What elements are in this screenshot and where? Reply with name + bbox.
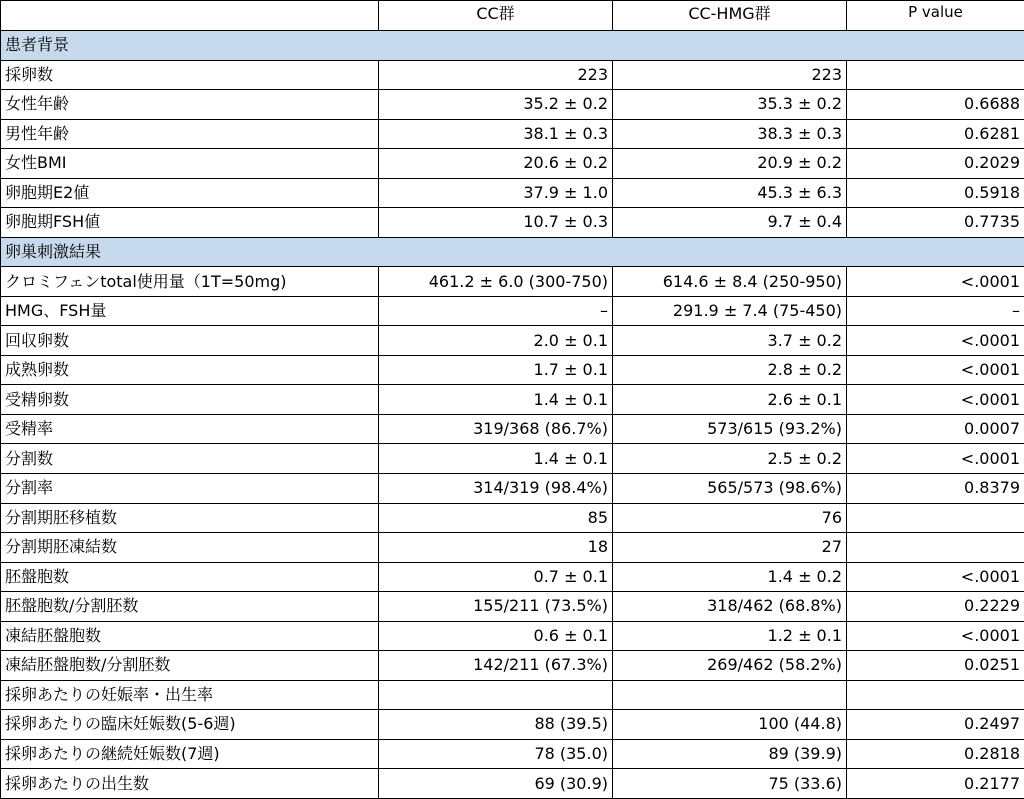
cc-value-cell: 223 (379, 60, 613, 90)
cc-hmg-value-cell: 1.2 ± 0.1 (613, 621, 847, 651)
p-value-cell: 0.5918 (847, 178, 1024, 208)
table-row (1, 710, 1024, 740)
table-row (1, 119, 1024, 149)
section-title: 患者背景 (1, 31, 1024, 61)
cc-hmg-value-cell: 565/573 (98.6%) (613, 473, 847, 503)
cc-hmg-value-cell: 2.6 ± 0.1 (613, 385, 847, 415)
cc-hmg-value-cell: 38.3 ± 0.3 (613, 119, 847, 149)
row-label-cell: 採卵数 (1, 60, 379, 90)
table-row (1, 267, 1024, 297)
p-value-cell: 0.6281 (847, 119, 1024, 149)
cc-hmg-value-cell: 89 (39.9) (613, 739, 847, 769)
cc-hmg-value-cell: 27 (613, 533, 847, 563)
cc-value-cell: 37.9 ± 1.0 (379, 178, 613, 208)
row-label-cell: HMG、FSH量 (1, 296, 379, 326)
cc-value-cell: 20.6 ± 0.2 (379, 149, 613, 179)
cc-value-cell: 10.7 ± 0.3 (379, 208, 613, 238)
p-value-cell: <.0001 (847, 267, 1024, 297)
table-row (1, 680, 1024, 710)
cc-hmg-value-cell: 100 (44.8) (613, 710, 847, 740)
row-label-cell: 分割率 (1, 473, 379, 503)
cc-value-cell: 461.2 ± 6.0 (300-750) (379, 267, 613, 297)
cc-value-cell: 314/319 (98.4%) (379, 473, 613, 503)
cc-value-cell: 2.0 ± 0.1 (379, 326, 613, 356)
section-header-row (1, 237, 1024, 267)
table-row (1, 60, 1024, 90)
cc-hmg-value-cell: 614.6 ± 8.4 (250-950) (613, 267, 847, 297)
cc-hmg-value-cell: 1.4 ± 0.2 (613, 562, 847, 592)
header-label-cell (1, 1, 379, 31)
cc-hmg-value-cell: 76 (613, 503, 847, 533)
p-value-cell: 0.8379 (847, 473, 1024, 503)
p-value-cell (847, 503, 1024, 533)
cc-value-cell: 69 (30.9) (379, 769, 613, 799)
cc-hmg-value-cell: 2.8 ± 0.2 (613, 355, 847, 385)
header-row (1, 1, 1024, 31)
cc-value-cell: 142/211 (67.3%) (379, 651, 613, 681)
cc-value-cell: 155/211 (73.5%) (379, 592, 613, 622)
cc-value-cell: 319/368 (86.7%) (379, 414, 613, 444)
p-value-cell: 0.2177 (847, 769, 1024, 799)
row-label-cell: 分割期胚移植数 (1, 503, 379, 533)
row-label-cell: 卵胞期E2値 (1, 178, 379, 208)
cc-hmg-value-cell (613, 680, 847, 710)
p-value-cell: 0.2229 (847, 592, 1024, 622)
p-value-cell (847, 680, 1024, 710)
p-value-cell: <.0001 (847, 355, 1024, 385)
row-label-cell: 受精率 (1, 414, 379, 444)
header-p-value: P value (847, 1, 1024, 31)
cc-hmg-value-cell: 3.7 ± 0.2 (613, 326, 847, 356)
cc-value-cell: 1.7 ± 0.1 (379, 355, 613, 385)
cc-hmg-value-cell: 20.9 ± 0.2 (613, 149, 847, 179)
cc-value-cell: 1.4 ± 0.1 (379, 444, 613, 474)
cc-hmg-value-cell: 35.3 ± 0.2 (613, 90, 847, 120)
section-header-row (1, 31, 1024, 61)
table-row (1, 149, 1024, 179)
header-cc-hmg: CC-HMG群 (613, 1, 847, 31)
cc-hmg-value-cell: 291.9 ± 7.4 (75-450) (613, 296, 847, 326)
row-label-cell: 胚盤胞数 (1, 562, 379, 592)
p-value-cell: 0.0251 (847, 651, 1024, 681)
cc-value-cell: 1.4 ± 0.1 (379, 385, 613, 415)
row-label-cell: 採卵あたりの妊娠率・出生率 (1, 680, 379, 710)
row-label-cell: 分割数 (1, 444, 379, 474)
row-label-cell: 卵胞期FSH値 (1, 208, 379, 238)
row-label-cell: 女性BMI (1, 149, 379, 179)
cc-value-cell: – (379, 296, 613, 326)
table-body (1, 31, 1024, 799)
cc-hmg-value-cell: 318/462 (68.8%) (613, 592, 847, 622)
table-row (1, 296, 1024, 326)
p-value-cell (847, 60, 1024, 90)
header-cc: CC群 (379, 1, 613, 31)
row-label-cell: 凍結胚盤胞数 (1, 621, 379, 651)
table-row (1, 178, 1024, 208)
row-label-cell: 回収卵数 (1, 326, 379, 356)
cc-hmg-value-cell: 9.7 ± 0.4 (613, 208, 847, 238)
p-value-cell: <.0001 (847, 621, 1024, 651)
cc-value-cell: 0.6 ± 0.1 (379, 621, 613, 651)
row-label-cell: 採卵あたりの出生数 (1, 769, 379, 799)
table-row (1, 208, 1024, 238)
cc-hmg-value-cell: 573/615 (93.2%) (613, 414, 847, 444)
row-label-cell: 女性年齢 (1, 90, 379, 120)
p-value-cell: 0.0007 (847, 414, 1024, 444)
table-row (1, 533, 1024, 563)
cc-hmg-value-cell: 223 (613, 60, 847, 90)
row-label-cell: 男性年齢 (1, 119, 379, 149)
p-value-cell: – (847, 296, 1024, 326)
p-value-cell: 0.7735 (847, 208, 1024, 238)
cc-value-cell: 0.7 ± 0.1 (379, 562, 613, 592)
p-value-cell: 0.2497 (847, 710, 1024, 740)
table-row (1, 562, 1024, 592)
p-value-cell: <.0001 (847, 444, 1024, 474)
p-value-cell: <.0001 (847, 385, 1024, 415)
row-label-cell: クロミフェンtotal使用量（1T=50mg) (1, 267, 379, 297)
row-label-cell: 分割期胚凍結数 (1, 533, 379, 563)
table-row (1, 503, 1024, 533)
row-label-cell: 胚盤胞数/分割胚数 (1, 592, 379, 622)
row-label-cell: 成熟卵数 (1, 355, 379, 385)
table-row (1, 592, 1024, 622)
table-row (1, 621, 1024, 651)
table-row (1, 385, 1024, 415)
table-row (1, 326, 1024, 356)
section-title: 卵巣刺激結果 (1, 237, 1024, 267)
cc-hmg-value-cell: 45.3 ± 6.3 (613, 178, 847, 208)
p-value-cell: 0.2818 (847, 739, 1024, 769)
p-value-cell: 0.2029 (847, 149, 1024, 179)
row-label-cell: 採卵あたりの継続妊娠数(7週) (1, 739, 379, 769)
p-value-cell (847, 533, 1024, 563)
table-row (1, 355, 1024, 385)
table-row (1, 473, 1024, 503)
cc-value-cell: 35.2 ± 0.2 (379, 90, 613, 120)
cc-value-cell: 78 (35.0) (379, 739, 613, 769)
table-row (1, 444, 1024, 474)
row-label-cell: 凍結胚盤胞数/分割胚数 (1, 651, 379, 681)
p-value-cell: <.0001 (847, 562, 1024, 592)
cc-hmg-value-cell: 2.5 ± 0.2 (613, 444, 847, 474)
cc-hmg-value-cell: 269/462 (58.2%) (613, 651, 847, 681)
table-row (1, 414, 1024, 444)
p-value-cell: 0.6688 (847, 90, 1024, 120)
cc-value-cell: 18 (379, 533, 613, 563)
cc-value-cell: 38.1 ± 0.3 (379, 119, 613, 149)
cc-value-cell: 85 (379, 503, 613, 533)
table-row (1, 769, 1024, 799)
table-row (1, 651, 1024, 681)
p-value-cell: <.0001 (847, 326, 1024, 356)
row-label-cell: 採卵あたりの臨床妊娠数(5-6週) (1, 710, 379, 740)
cc-value-cell (379, 680, 613, 710)
table-row (1, 739, 1024, 769)
table-row (1, 90, 1024, 120)
cc-value-cell: 88 (39.5) (379, 710, 613, 740)
cc-hmg-value-cell: 75 (33.6) (613, 769, 847, 799)
row-label-cell: 受精卵数 (1, 385, 379, 415)
